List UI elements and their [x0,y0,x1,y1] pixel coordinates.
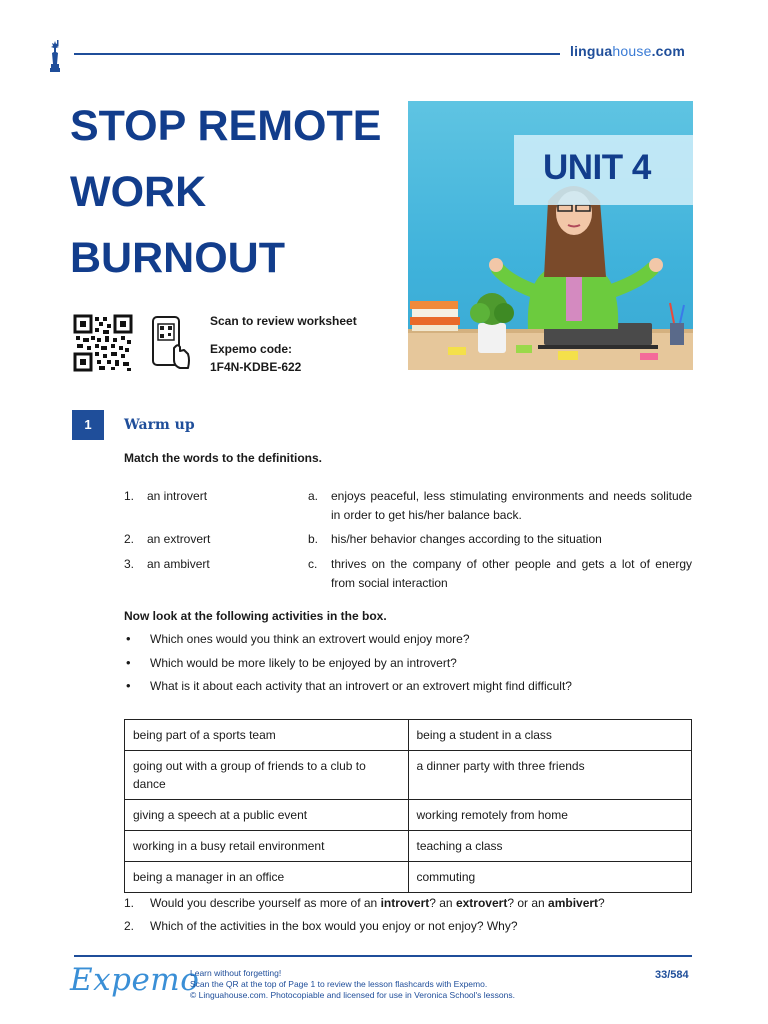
table-cell: being a student in a class [408,720,692,751]
match-word: an introvert [147,489,208,503]
table-cell: working remotely from home [408,800,692,831]
bullet-text: Which would be more likely to be enjoyed by an introvert? [150,656,457,670]
section-title: Warm up [124,417,195,433]
question-text: Would you describe yourself as more of an introvert? an extrovert? or an ambivert? [150,896,605,910]
bullet-text: What is it about each activity that an introvert or an extrovert might find difficult? [150,679,572,693]
table-row [125,862,692,893]
title-line-3: BURNOUT [70,234,285,282]
activities-table [124,719,692,893]
header-rule [74,53,560,55]
footer-rule [74,955,692,957]
question-number: 2. [124,919,135,933]
statue-of-liberty-icon [48,40,62,72]
bullet-text: Which ones would you think an extrovert would enjoy more? [150,632,470,646]
title-line-2: WORK [70,168,207,216]
title-line-1: STOP REMOTE [70,102,382,150]
instruction-match: Match the words to the definitions. [124,451,322,465]
bullet-dot-icon: • [126,655,131,670]
bullet-dot-icon: • [126,631,131,646]
brand-logo[interactable]: linguahouse.com [570,43,686,59]
scan-label: Scan to review worksheet [210,314,357,328]
table-row [125,720,692,751]
page-title [70,93,410,291]
table-row [125,800,692,831]
footer-line-1: Learn without forgetting! [190,968,282,978]
table-cell: being part of a sports team [125,720,409,751]
match-word: an extrovert [147,532,211,546]
table-cell: a dinner party with three friends [408,751,692,800]
match-word: an ambivert [147,557,210,571]
table-cell: working in a busy retail environment [125,831,409,862]
expemo-logo[interactable]: Expemo [70,962,200,998]
table-cell: commuting [408,862,692,893]
table-cell: giving a speech at a public event [125,800,409,831]
table-row [125,751,692,800]
match-number: 2. [124,532,135,546]
footer-text [190,968,515,1001]
match-letter: b. [308,532,319,546]
instruction-activities: Now look at the following activities in the box. [124,609,387,623]
question-text: Which of the activities in the box would you enjoy or not enjoy? Why? [150,919,518,933]
match-number: 3. [124,557,135,571]
phone-scan-icon [150,314,192,372]
match-letter: a. [308,489,319,503]
match-definition: enjoys peaceful, less stimulating environments and needs solitude in order to get his/her balance back. [331,489,692,522]
bullet-dot-icon: • [126,678,131,693]
table-row [125,831,692,862]
page-number: 33/584 [655,969,689,981]
match-letter: c. [308,557,318,571]
question-number: 1. [124,896,135,910]
match-definition: his/her behavior changes according to the situation [331,532,602,546]
code-value: 1F4N-KDBE-622 [210,360,302,374]
section-number: 1 [72,410,104,440]
match-number: 1. [124,489,135,503]
match-definition: thrives on the company of other people and gets a lot of energy from social interaction [331,557,692,590]
footer-line-2: Scan the QR at the top of Page 1 to review the lesson flashcards with Expemo. [190,979,488,989]
qr-code-icon[interactable] [73,314,133,372]
code-label: Expemo code: [210,342,293,356]
footer-line-3: © Linguahouse.com. Photocopiable and licensed for use in Veronica School's lessons. [190,990,515,1000]
table-cell: being a manager in an office [125,862,409,893]
table-cell: teaching a class [408,831,692,862]
table-cell: going out with a group of friends to a club to dance [125,751,409,800]
unit-label: UNIT 4 [543,148,651,187]
